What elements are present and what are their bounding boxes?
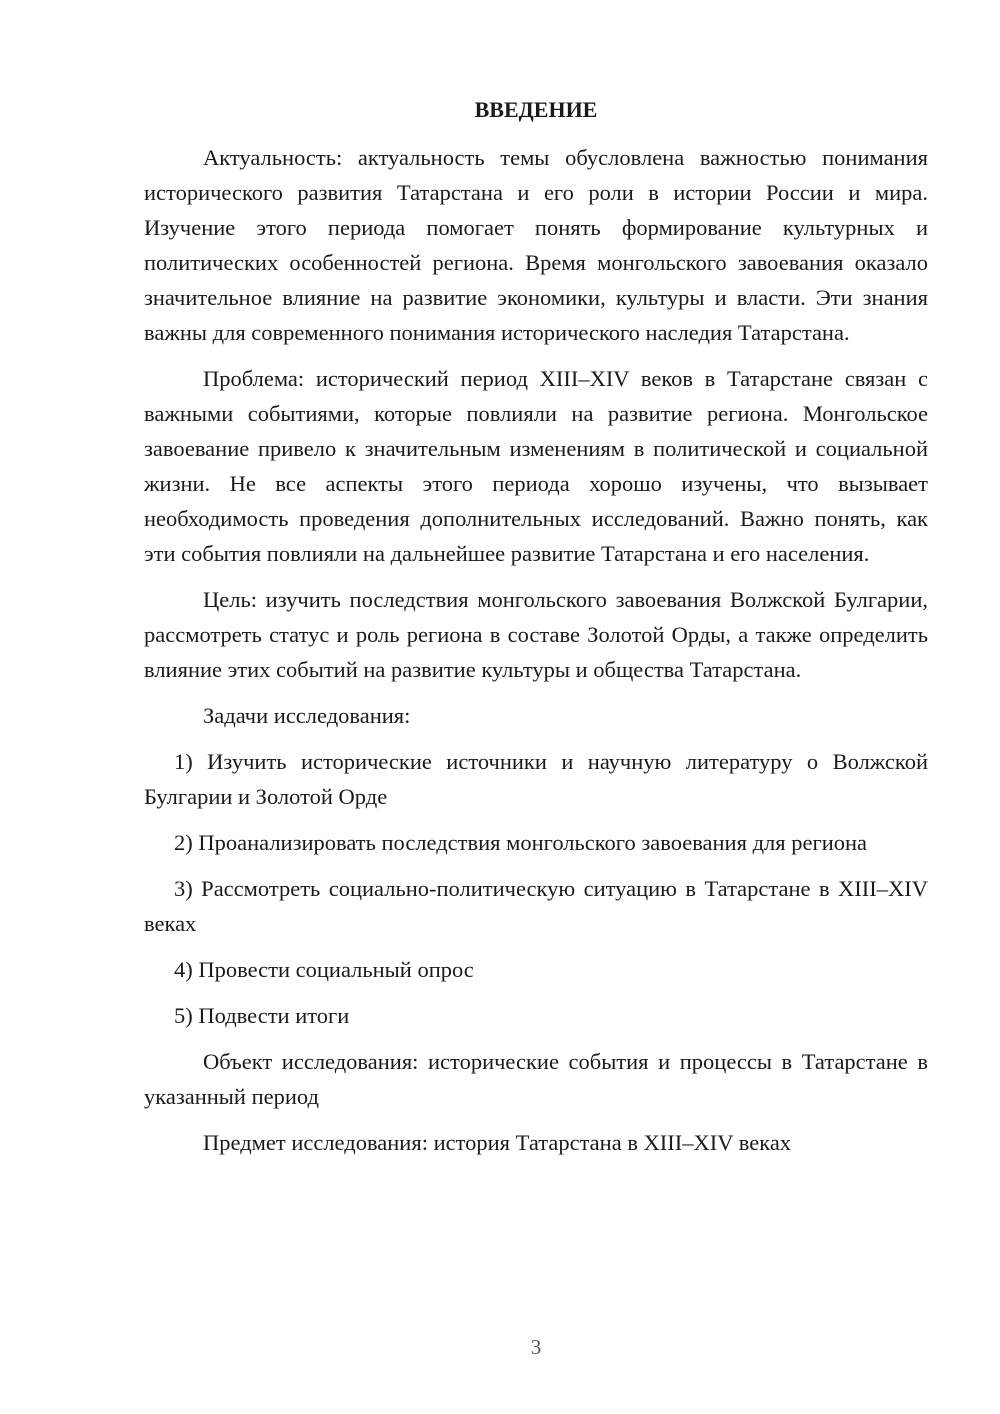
task-item-4: 4) Провести социальный опрос xyxy=(174,957,474,982)
task-item-3: 3) Рассмотреть социально-политическую ситуацию в Татарстане в XIII–XIV веках xyxy=(144,876,928,936)
subject-paragraph: Предмет исследования: история Татарстана в XIII–XIV веках xyxy=(203,1130,792,1155)
page-content xyxy=(144,92,928,1171)
task-item-1: 1) Изучить исторические источники и научную литературу о Волжской Булгарии и Золотой Орде xyxy=(144,749,928,809)
problem-paragraph: Проблема: исторический период XIII–XIV веков в Татарстане связан с важными событиями, которые повлияли на развитие региона. Монгольское завоевание привело к значительным изменениям в политической и социальной жизни. Не все аспекты этого периода хорошо изучены, что вызывает необходимость проведения дополнительных исследований. Важно понять, как эти события повлияли на дальнейшее развитие Татарстана и его населения. xyxy=(144,366,928,566)
goal-paragraph: Цель: изучить последствия монгольского завоевания Волжской Булгарии, рассмотреть статус и роль региона в составе Золотой Орды, а также определить влияние этих событий на развитие культуры и общества Татарстана. xyxy=(144,587,928,682)
relevance-paragraph: Актуальность: актуальность темы обусловлена важностью понимания исторического развития Татарстана и его роли в истории России и мира. Изучение этого периода помогает понять формирование культурных и политических особенностей региона. Время монгольского завоевания оказало значительное влияние на развитие экономики, культуры и власти. Эти знания важны для современного понимания исторического наследия Татарстана. xyxy=(144,145,928,345)
task-item-2: 2) Проанализировать последствия монгольского завоевания для региона xyxy=(174,830,868,855)
page-number: 3 xyxy=(530,1335,542,1359)
object-paragraph: Объект исследования: исторические события и процессы в Татарстане в указанный период xyxy=(144,1049,928,1109)
section-heading: ВВЕДЕНИЕ xyxy=(474,97,598,122)
tasks-title: Задачи исследования: xyxy=(203,703,411,728)
task-item-5: 5) Подвести итоги xyxy=(174,1003,350,1028)
